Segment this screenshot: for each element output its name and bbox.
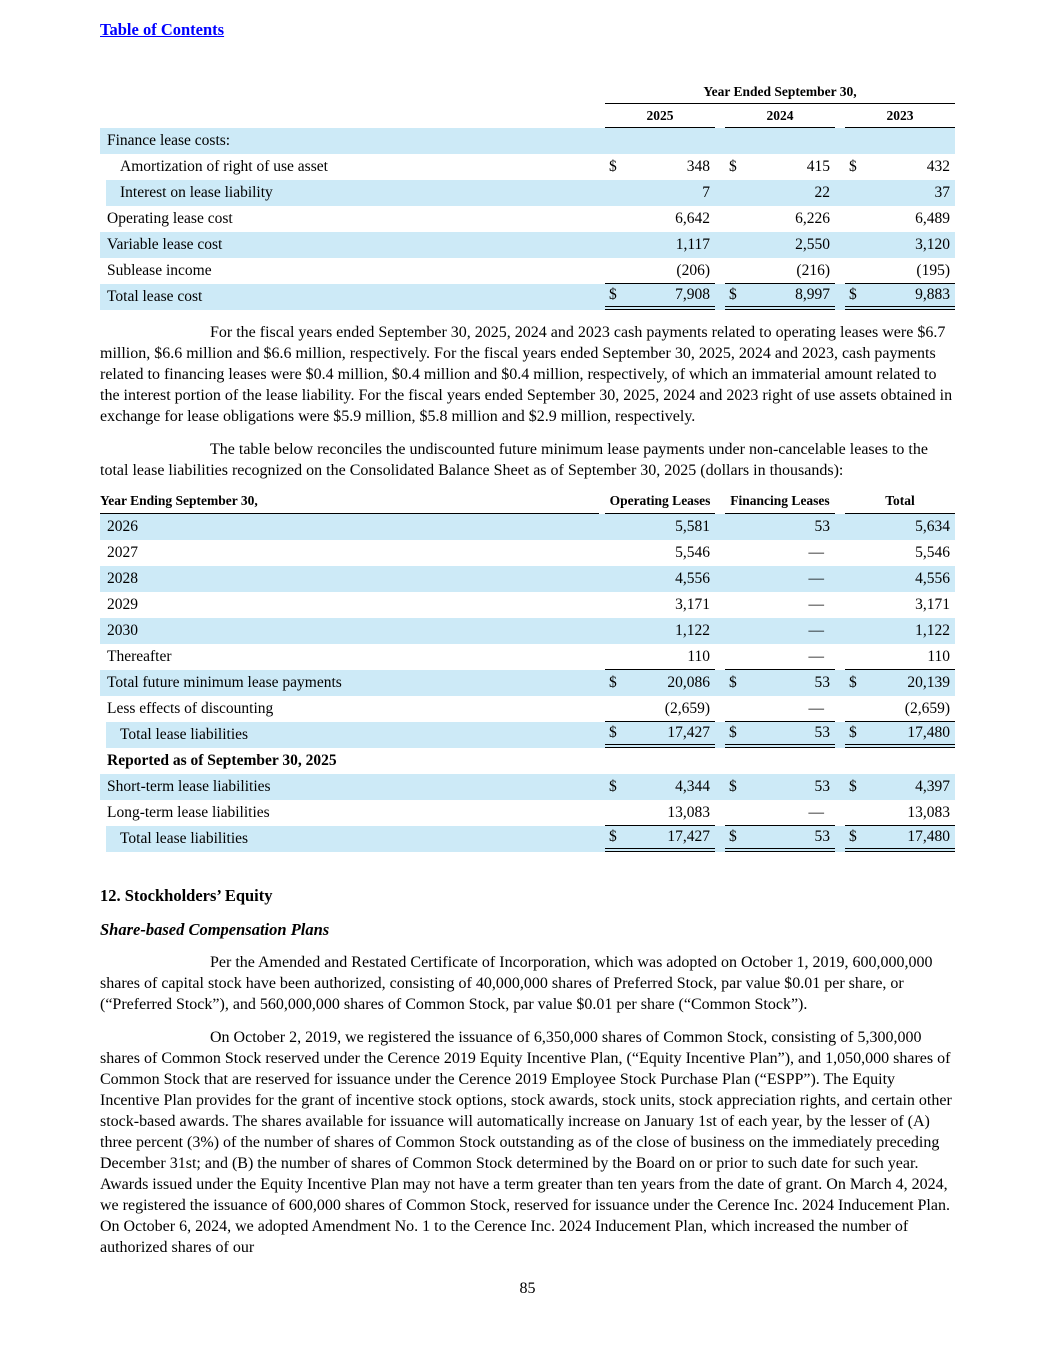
column-gap (715, 618, 725, 644)
period-header: Year Ended September 30, (605, 84, 955, 104)
row-label: Sublease income (107, 262, 212, 279)
value-group (845, 774, 955, 800)
maturity-label-header: Year Ending September 30, (100, 493, 599, 514)
dollar-sign: $ (849, 724, 857, 741)
cell-value: 348 (686, 158, 710, 175)
row-label: Total lease liabilities (120, 830, 249, 847)
dollar-sign: $ (729, 158, 737, 175)
cell-value: 37 (934, 184, 950, 201)
cell-value: 5,546 (915, 544, 950, 561)
value-group (725, 258, 835, 284)
cell-value: 17,427 (667, 828, 710, 845)
column-gap (835, 826, 845, 852)
column-gap (835, 232, 845, 258)
cell-value: 4,556 (675, 570, 710, 587)
cell-value: 3,120 (915, 236, 950, 253)
cell-value: — (808, 699, 824, 717)
column-gap (835, 618, 845, 644)
row-label: 2028 (107, 570, 138, 587)
column-gap (715, 800, 725, 826)
row-label: Short-term lease liabilities (107, 778, 271, 795)
dollar-sign: $ (729, 674, 737, 691)
cell-value: 20,139 (907, 674, 950, 691)
cell-value: 17,480 (907, 724, 950, 741)
table-row (100, 826, 955, 852)
value-group (725, 206, 835, 232)
column-gap (835, 592, 845, 618)
value-group (725, 566, 835, 592)
value-group (725, 748, 835, 774)
paragraph-issuance: On October 2, 2019, we registered the issuance of 6,350,000 shares of Common Stock, consisting of 5,300,000 shares of Common Stock reserved under the Cerence 2019 Equity Incentive Plan, (“Equity Incentive Plan”), and 1,050,000 shares of Common Stock that are reserved for issuance under the Cerence 2019 Employee Stock Purchase Plan (“ESPP”). The Equity Incentive Plan provides for the grant of incentive stock options, stock awards, stock units, stock appreciation rights, and certain other stock-based awards. The shares available for issuance will automatically increase on January 1st of each year, by the lesser of (A) three percent (3%) of the number of shares of Common Stock outstanding as of the close of business on the immediately preceding December 31st; and (B) the number of shares of Common Stock determined by the Board on or prior to such date for such year. Awards issued under the Equity Incentive Plan may not have a term greater than ten years from the date of grant. On March 4, 2024, we registered the issuance of 600,000 shares of Common Stock, reserved for issuance under the Cerence Inc. 2024 Inducement Plan. On October 6, 2024, we adopted Amendment No. 1 to the Cerence Inc. 2024 Inducement Plan, which increased the number of authorized shares of our (100, 1029, 952, 1256)
table-row (100, 206, 955, 232)
table-row (100, 774, 955, 800)
value-group (605, 180, 715, 206)
cell-value: 1,117 (675, 236, 710, 253)
table-row (100, 180, 955, 206)
table-row (100, 128, 955, 154)
cell-value: 4,344 (675, 778, 710, 795)
row-label: Interest on lease liability (120, 184, 273, 201)
value-group (845, 206, 955, 232)
value-group (725, 128, 835, 154)
column-gap (715, 644, 725, 670)
value-group (605, 696, 715, 722)
dollar-sign: $ (729, 286, 737, 303)
value-group (605, 618, 715, 644)
column-gap (715, 670, 725, 696)
dollar-sign: $ (609, 828, 617, 845)
value-group (725, 284, 835, 310)
value-group (725, 618, 835, 644)
column-gap (835, 722, 845, 748)
column-gap (715, 774, 725, 800)
table-row (100, 670, 955, 696)
dollar-sign: $ (849, 674, 857, 691)
column-gap (715, 566, 725, 592)
table-row (100, 566, 955, 592)
cell-value: 13,083 (907, 803, 950, 821)
column-gap (715, 258, 725, 284)
column-header-operating-leases: Operating Leases (605, 493, 715, 514)
column-gap (715, 826, 725, 852)
value-group (845, 540, 955, 566)
value-group (725, 722, 835, 748)
column-gap (715, 514, 725, 540)
table-header-row (100, 84, 955, 104)
year-column-header: 2023 (845, 104, 955, 128)
cell-value: 2,550 (795, 236, 830, 253)
cell-value: 6,489 (915, 210, 950, 227)
value-group (725, 644, 835, 670)
dollar-sign: $ (609, 778, 617, 795)
column-gap (715, 232, 725, 258)
value-group (845, 748, 955, 774)
dollar-sign: $ (849, 778, 857, 795)
table-row (100, 618, 955, 644)
value-group (845, 232, 955, 258)
value-group (605, 826, 715, 852)
column-gap (835, 540, 845, 566)
cell-value: 7 (702, 184, 710, 201)
table-header-row (100, 493, 955, 514)
cell-value: 17,427 (667, 724, 710, 741)
column-gap (835, 154, 845, 180)
value-group (605, 800, 715, 826)
column-gap (835, 566, 845, 592)
table-row (100, 232, 955, 258)
value-group (845, 128, 955, 154)
cell-value: — (808, 622, 824, 639)
value-group (845, 696, 955, 722)
row-label: Long-term lease liabilities (107, 804, 270, 821)
value-group (845, 154, 955, 180)
paragraph-cash-payments: For the fiscal years ended September 30, 2025, 2024 and 2023 cash payments related to operating leases were $6.7 million, $6.6 million and $6.6 million, respectively. For the fiscal years ended September 30, 2025, 2024 and 2023, cash payments related to financing leases were $0.4 million, $0.4 million and $0.4 million, respectively, of which an immaterial amount related to the interest portion of the lease liability. For the fiscal years ended September 30, 2025, 2024 and 2023 right of use assets obtained in exchange for lease obligations were $5.9 million, $5.8 million and $2.9 million, respectively. (100, 324, 953, 425)
row-label: Total lease liabilities (120, 726, 249, 743)
dollar-sign: $ (849, 286, 857, 303)
lease-maturity-table-body (100, 514, 955, 852)
column-gap (835, 284, 845, 310)
cell-value: — (808, 570, 824, 587)
cell-value: 432 (926, 158, 950, 175)
value-group (605, 232, 715, 258)
cell-value: — (808, 647, 824, 665)
cell-value: 5,634 (915, 518, 950, 535)
lease-cost-table-body (100, 128, 955, 310)
column-gap (715, 284, 725, 310)
column-gap (835, 774, 845, 800)
value-group (845, 514, 955, 540)
dollar-sign: $ (609, 158, 617, 175)
cell-value: 22 (814, 184, 830, 201)
row-label: Total lease cost (107, 288, 203, 305)
cell-value: 20,086 (667, 674, 710, 691)
column-gap (715, 154, 725, 180)
value-group (605, 644, 715, 670)
value-group (605, 722, 715, 748)
value-group (605, 514, 715, 540)
table-row (100, 696, 955, 722)
column-gap (835, 748, 845, 774)
column-gap (715, 592, 725, 618)
value-group (845, 800, 955, 826)
value-group (845, 618, 955, 644)
value-group (725, 696, 835, 722)
section-heading-stockholders-equity: 12. Stockholders’ Equity (100, 886, 273, 905)
value-group (845, 644, 955, 670)
value-group (605, 670, 715, 696)
value-group (845, 670, 955, 696)
paragraph-reconciliation-intro: The table below reconciles the undiscounted future minimum lease payments under non-cancelable leases to the total lease liabilities recognized on the Consolidated Balance Sheet as of September 30, 2025 (dollars in thousands): (100, 441, 928, 479)
value-group (845, 258, 955, 284)
cell-value: 17,480 (907, 828, 950, 845)
cell-value: 3,171 (675, 596, 710, 613)
column-gap (715, 180, 725, 206)
row-label: 2027 (107, 544, 138, 561)
cell-value: 13,083 (667, 803, 710, 821)
year-column-header: 2024 (725, 104, 835, 128)
column-gap (715, 722, 725, 748)
value-group (845, 284, 955, 310)
value-group (845, 826, 955, 852)
table-row (100, 722, 955, 748)
cell-value: (206) (676, 261, 710, 279)
table-row (100, 540, 955, 566)
table-row (100, 748, 955, 774)
cell-value: 5,546 (675, 544, 710, 561)
table-row (100, 154, 955, 180)
column-gap (715, 540, 725, 566)
value-group (725, 800, 835, 826)
cell-value: — (808, 803, 824, 821)
value-group (605, 128, 715, 154)
cell-value: 9,883 (915, 286, 950, 303)
cell-value: — (808, 544, 824, 561)
column-gap (715, 128, 725, 154)
value-group (845, 566, 955, 592)
cell-value: 4,397 (915, 778, 950, 795)
column-gap (835, 128, 845, 154)
cell-value: 415 (806, 158, 830, 175)
value-group (605, 258, 715, 284)
value-group (725, 826, 835, 852)
row-label: Thereafter (107, 648, 172, 665)
dollar-sign: $ (729, 828, 737, 845)
cell-value: 53 (814, 724, 830, 741)
column-gap (715, 696, 725, 722)
value-group (605, 284, 715, 310)
cell-value: 1,122 (675, 622, 710, 639)
lease-maturity-table (100, 493, 955, 852)
value-group (725, 514, 835, 540)
row-label: Total future minimum lease payments (107, 674, 342, 691)
value-group (725, 592, 835, 618)
cell-value: 3,171 (915, 596, 950, 613)
row-label: 2026 (107, 518, 138, 535)
column-gap (715, 748, 725, 774)
value-group (725, 232, 835, 258)
value-group (845, 722, 955, 748)
row-label: Operating lease cost (107, 210, 233, 227)
cell-value: (216) (796, 261, 830, 279)
value-group (845, 592, 955, 618)
breadcrumb (100, 20, 955, 40)
value-group (725, 154, 835, 180)
value-group (605, 540, 715, 566)
column-gap (715, 206, 725, 232)
dollar-sign: $ (729, 778, 737, 795)
dollar-sign: $ (729, 724, 737, 741)
cell-value: 53 (814, 518, 830, 535)
row-label: Variable lease cost (107, 236, 223, 253)
value-group (605, 566, 715, 592)
cell-value: (2,659) (664, 699, 710, 717)
column-gap (835, 258, 845, 284)
cell-value: 8,997 (795, 286, 830, 303)
cell-value: 53 (814, 778, 830, 795)
subsection-heading-share-based-plans: Share-based Compensation Plans (100, 920, 330, 939)
row-label: Reported as of September 30, 2025 (107, 752, 337, 769)
cell-value: 110 (927, 647, 950, 665)
dollar-sign: $ (849, 158, 857, 175)
cell-value: 1,122 (915, 622, 950, 639)
column-gap (835, 696, 845, 722)
year-column-header: 2025 (605, 104, 715, 128)
row-label: Amortization of right of use asset (120, 158, 328, 175)
column-gap (835, 514, 845, 540)
cell-value: 53 (814, 828, 830, 845)
paragraph-certificate: Per the Amended and Restated Certificate of Incorporation, which was adopted on October 1, 2019, 600,000,000 shares of capital stock have been authorized, consisting of 40,000,000 shares of Preferred Stock, par value $0.01 per share, or (“Preferred Stock”), and 560,000,000 shares of Common Stock, par value $0.01 per share (“Common Stock”). (100, 954, 933, 1013)
lease-cost-table (100, 84, 955, 310)
column-header-financing-leases: Financing Leases (725, 493, 835, 514)
value-group (605, 154, 715, 180)
table-row (100, 800, 955, 826)
table-year-row (100, 104, 955, 128)
dollar-sign: $ (609, 674, 617, 691)
table-row (100, 644, 955, 670)
table-of-contents-link[interactable]: Table of Contents (100, 20, 225, 39)
cell-value: — (808, 596, 824, 613)
cell-value: 4,556 (915, 570, 950, 587)
dollar-sign: $ (609, 724, 617, 741)
cell-value: 6,226 (795, 210, 830, 227)
value-group (725, 670, 835, 696)
value-group (845, 180, 955, 206)
value-group (605, 774, 715, 800)
value-group (605, 748, 715, 774)
value-group (605, 206, 715, 232)
column-gap (835, 206, 845, 232)
cell-value: (195) (916, 261, 950, 279)
cell-value: 6,642 (675, 210, 710, 227)
dollar-sign: $ (609, 286, 617, 303)
value-group (725, 540, 835, 566)
row-label: 2029 (107, 596, 138, 613)
cell-value: 7,908 (675, 286, 710, 303)
table-row (100, 514, 955, 540)
table-row (100, 258, 955, 284)
value-group (725, 180, 835, 206)
row-label: Less effects of discounting (107, 700, 274, 717)
cell-value: 5,581 (675, 518, 710, 535)
row-label: 2030 (107, 622, 138, 639)
value-group (605, 592, 715, 618)
cell-value: (2,659) (904, 699, 950, 717)
column-gap (835, 644, 845, 670)
column-header-total: Total (845, 493, 955, 514)
column-gap (835, 800, 845, 826)
table-row (100, 592, 955, 618)
dollar-sign: $ (849, 828, 857, 845)
row-label: Finance lease costs: (107, 132, 231, 149)
value-group (725, 774, 835, 800)
column-gap (835, 180, 845, 206)
table-row (100, 284, 955, 310)
page-number: 85 (519, 1280, 536, 1297)
column-gap (835, 670, 845, 696)
cell-value: 110 (687, 647, 710, 665)
cell-value: 53 (814, 674, 830, 691)
